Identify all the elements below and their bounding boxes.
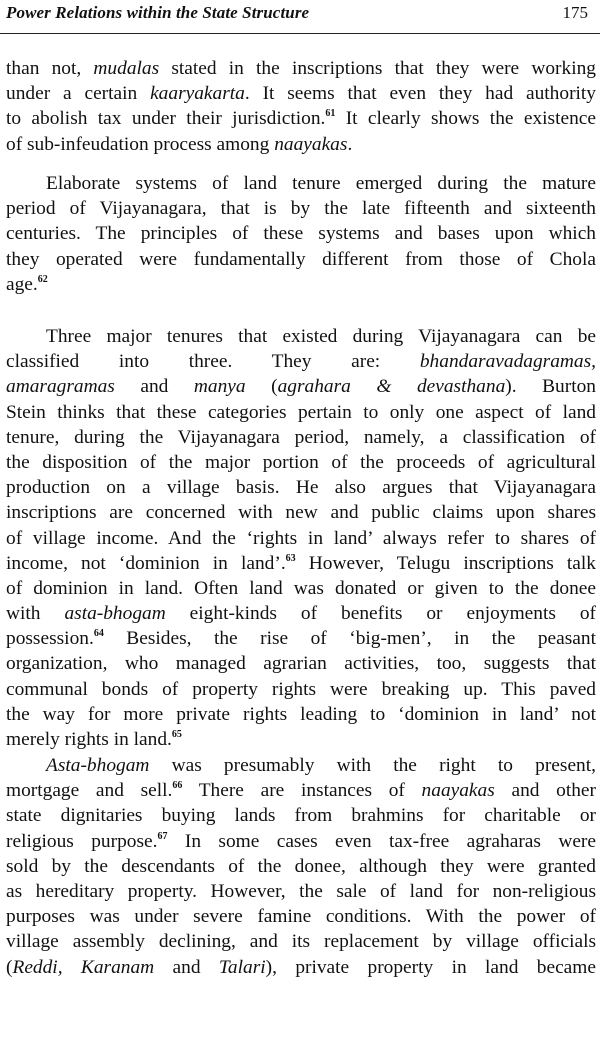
text-line: communal bonds of property rights were breaking up. This paved [6, 678, 596, 700]
text-line: period of Vijayanagara, that is by the late fifteenth and sixteenth [6, 198, 596, 220]
text-line: state dignitaries buying lands from brahmins for charitable or [6, 805, 596, 827]
text-line: possession.$^{64}$ Besides, the rise of ‘big-men’, in the peasant [6, 628, 596, 650]
text-line: religious purpose.$^{67}$ In some cases even tax-free agraharas were [6, 830, 596, 852]
text-line: age.$^{62}$ [6, 273, 48, 295]
italic-term: mudalas [93, 58, 160, 79]
text-line: than not, mudalas stated in the inscriptions that they were working [6, 58, 596, 79]
text-line: Three major tenures that existed during Vijayanagara can be [46, 326, 596, 347]
italic-term: bhandaravadagramas, [419, 351, 596, 373]
footnote-marker: 67 [157, 830, 168, 842]
italic-term: manya [193, 376, 246, 398]
text-line: of sub-infeudation process among naayakas. [6, 133, 353, 155]
text-line: production on a village basis. He also argues that Vijayanagara [6, 477, 596, 499]
text-line: purposes was under severe famine conditions. With the power of [6, 906, 596, 928]
text-line: Elaborate systems of land tenure emerged during the mature [46, 173, 596, 194]
text-line: organization, who managed agrarian activities, too, suggests that [6, 653, 596, 675]
text-line: with asta-bhogam eight-kinds of benefits or enjoyments of [6, 603, 596, 625]
text-line: sold by the descendants of the donee, although they were granted [6, 855, 596, 877]
text-line: (Reddi, Karanam and Talari), private property in land became [6, 956, 596, 978]
footnote-marker: 64 [93, 628, 104, 640]
italic-term: agrahara & devasthana [277, 376, 506, 398]
text-line: they operated were fundamentally different from those of Chola [6, 248, 596, 270]
text-line: as hereditary property. However, the sale of land for non-religious [6, 880, 596, 902]
italic-term: Asta-bhogam [46, 755, 150, 776]
running-head [0, 0, 600, 34]
text-line: of dominion in land. Often land was donated or given to the donee [6, 577, 596, 599]
italic-term: Reddi, Karanam [12, 956, 155, 978]
running-head-title: Power Relations within the State Structure [6, 3, 310, 22]
paragraph-1 [6, 56, 596, 157]
page-number: 175 [562, 3, 588, 22]
text-line: income, not ‘dominion in land’.$^{63}$ However, Telugu inscriptions talk [6, 552, 596, 574]
text-line: tenure, during the Vijayanagara period, namely, a classification of [6, 426, 596, 448]
footnote-marker: 61 [325, 108, 336, 120]
text-line: the disposition of the major portion of the proceeds of agricultural [6, 451, 596, 473]
italic-term: Talari [218, 956, 266, 978]
text-line: mortgage and sell.$^{66}$ There are instances of naayakas and other [6, 780, 596, 802]
text-line: to abolish tax under their jurisdiction.$^{61}$ It clearly shows the existence [6, 108, 596, 130]
text-line: inscriptions are concerned with new and public claims upon shares [6, 502, 596, 524]
text-line: of village income. And the ‘rights in land’ always refer to shares of [6, 527, 596, 549]
footnote-marker: 63 [285, 552, 296, 564]
text-line: merely rights in land.$^{65}$ [6, 729, 182, 750]
italic-term: kaaryakarta [150, 83, 245, 105]
italic-term: naayakas [421, 780, 495, 802]
paragraph-2 [6, 171, 596, 297]
italic-term: amaragramas [6, 376, 115, 398]
italic-term: asta-bhogam [64, 603, 166, 625]
footnote-marker: 62 [37, 273, 48, 285]
text-line: village assembly declining, and its replacement by village officials [6, 931, 596, 953]
text-line: Asta-bhogam was presumably with the right to present, [46, 755, 596, 776]
text-line: the way for more private rights leading to ‘dominion in land’ not [6, 703, 596, 725]
text-line: Stein thinks that these categories pertain to only one aspect of land [6, 401, 596, 423]
text-line: classified into three. They are: bhandaravadagramas, [6, 351, 596, 373]
footnote-marker: 65 [171, 729, 182, 740]
paragraph-3 [6, 324, 596, 752]
text-line: under a certain kaaryakarta. It seems that even they had authority [6, 83, 596, 105]
footnote-marker: 66 [172, 780, 183, 792]
paragraph-4 [6, 753, 596, 980]
italic-term: naayakas [274, 133, 348, 155]
text-line: centuries. The principles of these systems and bases upon which [6, 223, 596, 245]
text-line: amaragramas and manya (agrahara & devasthana). Burton [6, 376, 596, 398]
